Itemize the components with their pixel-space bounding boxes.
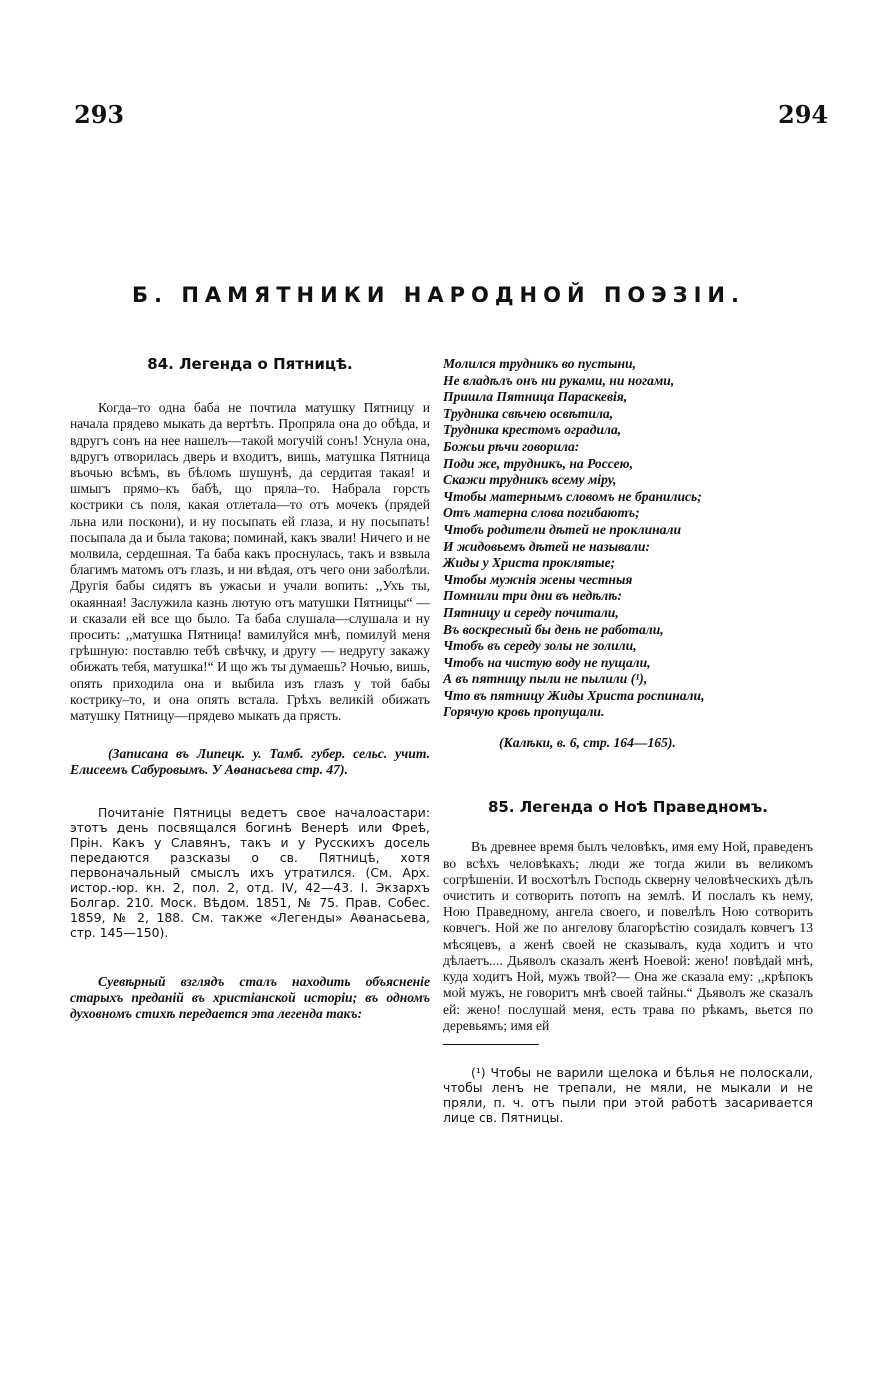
verse-line: Пришла Пятница Параскевія, — [443, 389, 628, 405]
verse-line: Трудника крестомъ оградила, — [443, 422, 622, 438]
page-number-right: 294 — [778, 100, 829, 129]
section-85-title: 85. Легенда о Ноѣ Праведномъ. — [488, 798, 768, 817]
section-84-text: Когда–то одна баба не почтила матушку Пятницу и начала прядево мыкать да вертѣть. Пропряла она до обѣда, и вдругъ сонъ на нее нашелъ—такой могучій сонъ! Уснула она, вдругъ отворилась дверь и входитъ, вишь, матушка Пятница въочью всѣмъ, въ бѣломъ шушунѣ, да сердитая такая! и шмыгъ прямо–къ бабѣ, що пряла–то. Набрала горсть кострики съ поля, какая отлетала—то отъ мочекъ (прядей льна или поскони), и ну посыпать ей глаза, и ну посыпать! посыпала да и была такова; поминай, какъ звали! Ничего и не молвила, сердешная. Та баба какъ проснулась, такъ и взвыла благимъ матомъ отъ глазъ, и ни вѣдая, отъ чего они заболѣли. Другія бабы сидятъ въ ужасьи и учали вопить: ,,Ухъ ты, окаянная! Заслужила казнь лютую отъ матушки Пятницы“ — и сказали ей все що было. Та баба слушала—слушала и ну просить: ,,матушка Пятница! вамилуйся мнѣ, помилуй меня грѣшную: поставлю тебѣ свѣчку, и другу — недругу закажу обижать тебя, матушка!“ И що жъ ты думаешь? Ночью, вишь, опять приходила она и выбила изъ глазъ у той бабы кострику–то, и она опять встала. Грѣхъ великій обижать матушку Пятницу—прядево мыкать да прясть. — [70, 400, 430, 724]
verse-intro: Суевѣрный взглядъ сталъ находить объясненіе старыхъ преданій въ христіанской исторіи; въ одномъ духовномъ стихѣ передается эта легенда такъ: — [70, 973, 430, 1022]
section-84-note: Почитаніе Пятницы ведетъ свое началоастари: этотъ день посвящался богинѣ Венерѣ или Фреѣ, Прін. Какъ у Славянъ, такъ и у Русскихъ досель передаются разсказы о св. Пятницѣ, хотя первоначальный смыслъ ихъ утратился. (См. Арх. истор.-юр. кн. 2, пол. 2, отд. IV, 42—43. I. Экзархъ Болгар. 210. Моск. Вѣдом. 1851, № 75. Прав. Собес. 1859, № 2, 188. См. также «Легенды» Аѳанасьева, стр. 145—150). — [70, 804, 430, 940]
verse-line: Скажи трудникъ всему міру, — [443, 472, 617, 488]
verse-block — [443, 356, 813, 721]
section-85-text: Въ древнее время былъ человѣкъ, имя ему Ной, праведенъ во всѣхъ человѣкахъ; люди же тогда жили въ великомъ согрѣшеніи. И восхотѣлъ Господь скверну человѣческихъ дѣлъ очистить и сотворить потопъ на землѣ. И послалъ къ нему, Ною Праведному, ангела своего, и повелѣлъ Ною сотворить ковчегъ. Ной же по ангелову благорѣстію созидалъ ковчегъ 13 мѣсяцевъ, а женѣ своей не сказывалъ, куда ходитъ и что дѣлаетъ.... Дьяволъ сказалъ женѣ Ноевой: жено! повѣдай мнѣ, куда ходитъ Ной, мужъ твой?— Она же сказала ему: ,,крѣпокъ мой мужъ, не говоритъ мнѣ своей тайны.“ Дьяволъ же сказалъ ей: жено! послушай меня, есть трава по рѣкамъ, вьется по деревьямъ; имя ей — [443, 839, 813, 1033]
page-heading: Б. ПАМЯТНИКИ НАРОДНОЙ ПОЭЗІИ. — [132, 283, 745, 307]
verse-line: Божьи рѣчи говорила: — [443, 438, 580, 454]
verse-line: Чтобы мужнія жены честныя — [443, 571, 633, 587]
verse-line: Горячую кровь пропущали. — [443, 704, 605, 720]
verse-line: Что въ пятницу Жиды Христа роспинали, — [443, 687, 705, 703]
page-number-left: 293 — [74, 100, 125, 129]
verse-source: (Калѣки, в. 6, стр. 164—165). — [499, 735, 676, 751]
verse-line: Чтобъ родители дѣтей не проклинали — [443, 521, 682, 537]
section-84-title: 84. Легенда о Пятницѣ. — [147, 355, 353, 373]
verse-line: И жидовьемъ дѣтей не называли: — [443, 538, 650, 554]
section-84-source: (Записана въ Липецк. у. Тамб. губер. сельс. учит. Елисеемъ Сабуровымъ. У Аѳанасьева стр. 47). — [70, 746, 430, 778]
footnote: (¹) Чтобы не варили щелока и бѣлья не полоскали, чтобы ленъ не трепали, не мяли, не мыкали и не пряли, п. ч. отъ пыли при этой работѣ засаривается лице св. Пятницы. — [443, 1064, 813, 1125]
verse-line: Жиды у Христа проклятые; — [443, 555, 616, 571]
verse-line: Чтобъ въ середу золы не золили, — [443, 638, 637, 654]
verse-line: А въ пятницу пыли не пылили (¹), — [443, 671, 648, 687]
verse-line: Въ воскресный бы день не работали, — [443, 621, 664, 637]
right-column — [443, 356, 813, 1125]
verse-line: Поди же, трудникъ, на Россею, — [443, 455, 633, 471]
verse-line: Чтобъ на чистую воду не пущали, — [443, 654, 651, 670]
left-column — [70, 356, 430, 1022]
verse-line: Не владѣлъ онъ ни руками, ни ногами, — [443, 372, 675, 388]
verse-line: Молился трудникъ во пустыни, — [443, 356, 637, 371]
verse-line: Отъ матерна слова погибаютъ; — [443, 505, 640, 521]
footnote-rule — [443, 1044, 539, 1045]
verse-line: Трудника свѣчею освѣтила, — [443, 405, 614, 421]
verse-line: Пятницу и середу почитали, — [443, 604, 619, 620]
verse-line: Чтобы матернымъ словомъ не бранились; — [443, 488, 702, 504]
verse-line: Помнили три дни въ недѣлѣ: — [443, 588, 622, 604]
